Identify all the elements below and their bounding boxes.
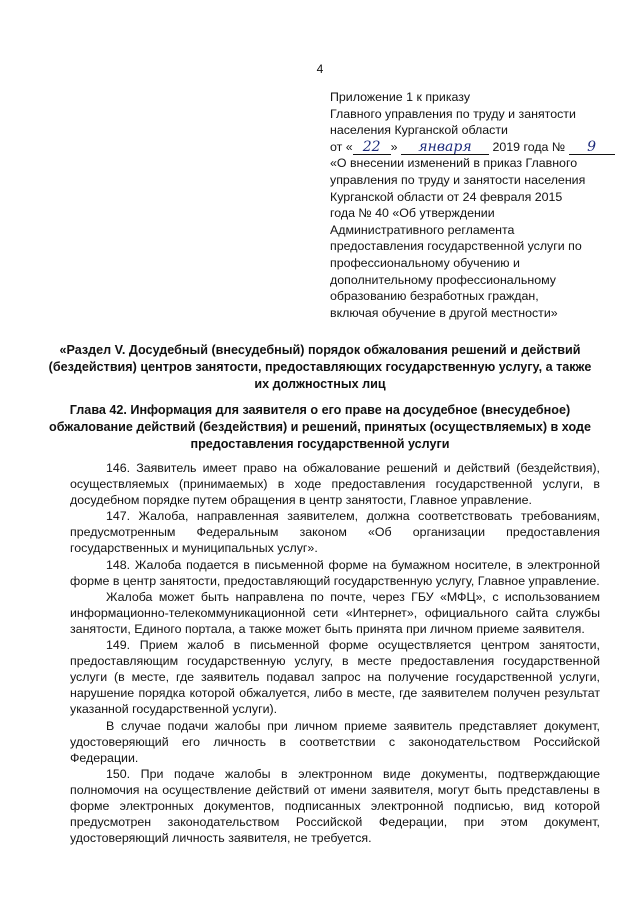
appendix-title-line: образованию безработных граждан, (330, 289, 539, 304)
appendix-title-line: «О внесении изменений в приказ Главного (330, 156, 578, 171)
appendix-line-1: Приложение 1 к приказу (330, 90, 471, 104)
appendix-title-line: Административного регламента (330, 222, 515, 237)
appendix-order-title (330, 155, 630, 321)
document-body (70, 460, 600, 846)
body-paragraph: 150. При подаче жалобы в электронном виде документы, подтверждающие полномочия на осуществление действий от имени заявителя, могут быть представлены в форме электронных документов, подписанных электронной подписью, вид которой предусмотрен законодательством Российской Федерации, при этом документ, удостоверяющий личность заявителя, не требуется. (70, 766, 600, 846)
body-paragraph: Жалоба может быть направлена по почте, через ГБУ «МФЦ», с использованием информационно-телекоммуникационной сети «Интернет», официального сайта службы занятости, Единого портала, а также может быть принята при личном приеме заявителя. (70, 589, 600, 636)
appendix-title-line: включая обучение в другой местности» (330, 305, 558, 320)
date-prefix: от « (330, 139, 353, 154)
body-paragraph: 148. Жалоба подается в письменной форме на бумажном носителе, в электронной форме в центр занятости, предоставляющий государственную услугу, Главное управление. (70, 557, 600, 588)
section-heading: «Раздел V. Досудебный (внесудебный) порядок обжалования решений и действий (бездействия) центров занятости, предоставляющих государственную услугу, а также их должностных лиц (48, 343, 592, 391)
appendix-block (330, 89, 630, 321)
body-paragraph: 147. Жалоба, направленная заявителем, должна соответствовать требованиям, предусмотренным Федеральным законом «Об организации предоставления государственных и муниципальных услуг». (70, 509, 600, 556)
appendix-title-line: года № 40 «Об утверждении (330, 206, 495, 221)
date-month: января (401, 140, 489, 155)
order-number: 9 (569, 140, 615, 155)
appendix-title-line: Курганской области от 24 февраля 2015 (330, 189, 563, 204)
body-paragraph: 149. Прием жалоб в письменной форме осуществляется центром занятости, предоставляющим государственную услугу, в месте предоставления государственной услуги (в месте, где заявитель подавал запрос на получение государственной услуги, нарушение порядка которой обжалуется, либо в месте, где заявителем получен результат указанной государственной услуги). (70, 638, 600, 717)
date-year: 2019 года № (492, 139, 566, 154)
appendix-line-3: населения Курганской области (330, 123, 508, 138)
chapter-heading: Глава 42. Информация для заявителя о его праве на досудебное (внесудебное) обжалование действий (бездействия) и решений, принятых (осуществляемых) в ходе предоставления государственной услуги (49, 403, 591, 451)
date-day: 22 (353, 140, 391, 155)
body-paragraph: В случае подачи жалобы при личном приеме заявитель представляет документ, удостоверяющий его личность в соответствии с законодательством Российской Федерации. (70, 718, 600, 765)
appendix-date-line (330, 139, 630, 156)
body-paragraph: 146. Заявитель имеет право на обжалование решений и действий (бездействия), осуществляемых (принимаемых) в ходе предоставления государственной услуги, в досудебном порядке путем обращения в центр занятости, Главное управление. (70, 461, 600, 508)
appendix-title-line: дополнительному профессиональному (330, 272, 556, 287)
date-mid: » (390, 139, 398, 154)
appendix-line-2: Главного управления по труду и занятости (330, 106, 576, 121)
appendix-title-line: управления по труду и занятости населения (330, 172, 586, 187)
appendix-title-line: предоставления государственной услуги по (330, 239, 582, 254)
page-number: 4 (316, 62, 324, 76)
appendix-title-line: профессиональному обучению и (330, 255, 520, 270)
